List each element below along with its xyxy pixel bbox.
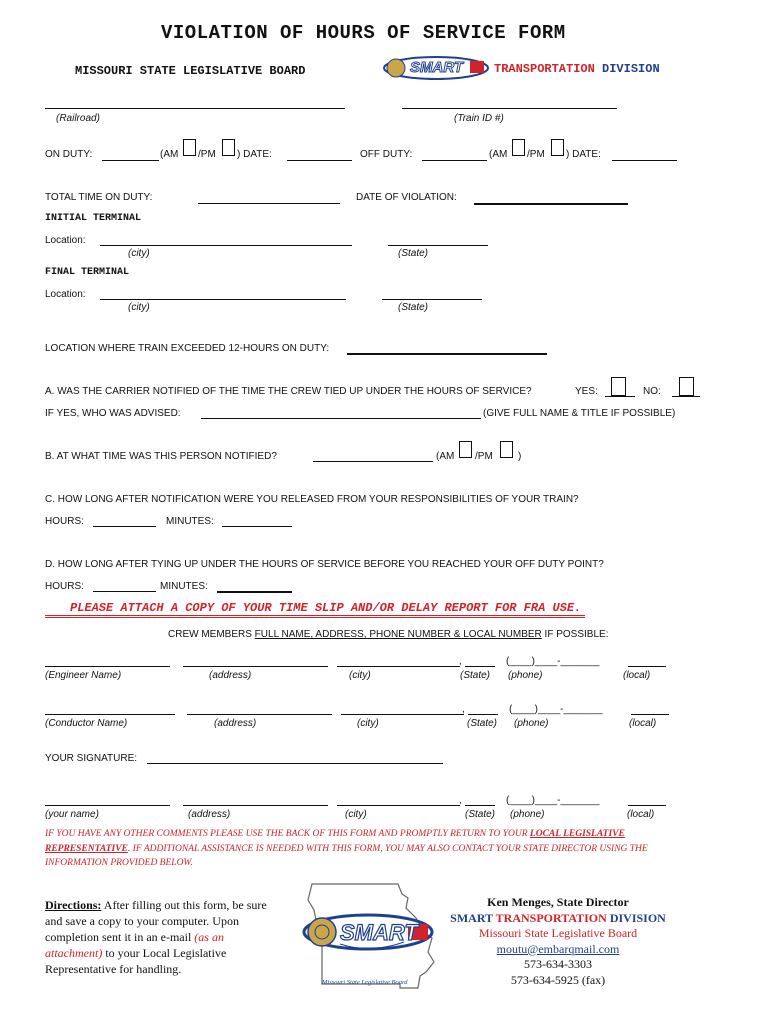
smart-logo-small <box>382 55 490 83</box>
engineer-phone-label: (phone) <box>508 670 543 681</box>
off-duty-am-label: (AM <box>489 149 508 160</box>
question-a: A. WAS THE CARRIER NOTIFIED OF THE TIME THE CREW TIED UP UNDER THE HOURS OF SERVICE? <box>45 386 532 397</box>
off-duty-am-checkbox[interactable] <box>512 139 525 156</box>
c-hours-line[interactable] <box>93 526 156 527</box>
directions-label: Directions: <box>45 898 102 912</box>
b-am-label: (AM <box>436 451 455 462</box>
directions-line-1 <box>45 897 267 913</box>
off-duty-date-line[interactable] <box>612 160 677 161</box>
final-location-label: Location: <box>45 289 86 300</box>
initial-state-label: (State) <box>398 248 429 259</box>
your-state-line[interactable] <box>465 805 495 806</box>
conductor-city-line[interactable] <box>341 714 464 715</box>
date-violation-line[interactable] <box>474 203 628 205</box>
signature-label: YOUR SIGNATURE: <box>45 753 138 764</box>
who-advised-label: IF YES, WHO WAS ADVISED: <box>45 408 181 419</box>
conductor-comma: , <box>462 704 465 715</box>
map-logo-text: SMART <box>340 920 418 945</box>
attach-notice: PLEASE ATTACH A COPY OF YOUR TIME SLIP AND/OR DELAY REPORT FOR FRA USE. <box>45 601 585 618</box>
exceeded-line[interactable] <box>347 353 547 355</box>
on-duty-date-label: ) DATE: <box>237 149 272 160</box>
final-terminal-heading: FINAL TERMINAL <box>45 267 130 278</box>
contact-phone: 573-634-3303 <box>524 957 592 971</box>
conductor-state-line[interactable] <box>468 714 498 715</box>
off-duty-date-label: ) DATE: <box>566 149 601 160</box>
question-b: B. AT WHAT TIME WAS THIS PERSON NOTIFIED? <box>45 451 277 462</box>
map-caption: Missouri State Legislative Board <box>322 979 408 986</box>
railroad-line[interactable] <box>45 108 345 109</box>
give-full-name-note: (GIVE FULL NAME & TITLE IF POSSIBLE) <box>483 408 676 419</box>
your-comma: , <box>459 795 462 806</box>
yes-underline <box>605 396 635 397</box>
engineer-state-line[interactable] <box>465 666 495 667</box>
division-text: DIVISION <box>602 62 660 76</box>
yes-checkbox[interactable] <box>611 377 626 396</box>
on-duty-time-line[interactable] <box>102 160 159 161</box>
crew-suffix: IF POSSIBLE: <box>541 629 609 640</box>
total-time-label: TOTAL TIME ON DUTY: <box>45 192 153 203</box>
conductor-local-line[interactable] <box>631 714 669 715</box>
conductor-name-label: (Conductor Name) <box>45 718 128 729</box>
your-city-label: (city) <box>345 809 367 820</box>
contact-fax: 573-634-5925 (fax) <box>510 972 606 987</box>
initial-location-label: Location: <box>45 235 86 246</box>
conductor-phone-label: (phone) <box>514 718 549 729</box>
engineer-name-line[interactable] <box>45 666 170 667</box>
your-state-label: (State) <box>465 809 496 820</box>
initial-terminal-heading: INITIAL TERMINAL <box>45 213 142 224</box>
initial-state-line[interactable] <box>388 245 488 246</box>
engineer-city-label: (city) <box>349 670 371 681</box>
no-label: NO: <box>643 386 661 397</box>
engineer-city-line[interactable] <box>337 666 460 667</box>
train-id-label: (Train ID #) <box>454 113 504 124</box>
crew-prefix: CREW MEMBERS <box>168 629 255 640</box>
final-city-label: (city) <box>128 302 150 313</box>
contact-smart: SMART <box>450 910 496 925</box>
off-duty-pm-label: /PM <box>527 149 545 160</box>
your-city-line[interactable] <box>337 805 460 806</box>
your-local-line[interactable] <box>628 805 666 806</box>
director-name: Ken Menges, State Director <box>487 895 629 909</box>
yes-label: YES: <box>575 386 598 397</box>
on-duty-pm-label: /PM <box>198 149 216 160</box>
contact-block <box>448 895 668 988</box>
d-hours-line[interactable] <box>93 591 156 592</box>
engineer-local-line[interactable] <box>628 666 666 667</box>
your-local-label: (local) <box>627 809 655 820</box>
your-address-line[interactable] <box>183 805 328 806</box>
crew-underlined: FULL NAME, ADDRESS, PHONE NUMBER & LOCAL NUMBER <box>254 629 542 640</box>
notified-time-line[interactable] <box>313 461 433 462</box>
directions-text-4b: to your Local Legislative <box>102 946 227 960</box>
conductor-local-label: (local) <box>629 718 657 729</box>
c-minutes-line[interactable] <box>222 526 292 527</box>
header-division <box>494 62 660 76</box>
final-state-line[interactable] <box>382 299 482 300</box>
directions-text-3b: (as an <box>194 930 224 944</box>
comments-line-2 <box>45 844 648 854</box>
on-duty-am-label: (AM <box>160 149 179 160</box>
directions-line-3 <box>45 929 267 945</box>
your-phone-label: (phone) <box>510 809 545 820</box>
engineer-address-line[interactable] <box>183 666 328 667</box>
engineer-state-label: (State) <box>460 670 491 681</box>
form-title: VIOLATION OF HOURS OF SERVICE FORM <box>161 22 566 44</box>
c-hours-label: HOURS: <box>45 516 84 527</box>
contact-division-text: DIVISION <box>606 910 666 925</box>
comments-line-1-text: IF YOU HAVE ANY OTHER COMMENTS PLEASE USE THE BACK OF THIS FORM AND PROMPTLY RETURN TO YOUR <box>45 829 530 839</box>
b-pm-checkbox[interactable] <box>500 441 513 458</box>
comments-line-3: INFORMATION PROVIDED BELOW. <box>45 858 193 868</box>
crew-members-instruction <box>168 629 608 640</box>
off-duty-label: OFF DUTY: <box>360 149 413 160</box>
directions-line-5: Representative for handling. <box>45 962 182 976</box>
conductor-phone-field[interactable]: (____)____-_______ <box>509 704 603 715</box>
board-name: MISSOURI STATE LEGISLATIVE BOARD <box>75 64 306 78</box>
directions-text-1: After filling out this form, be sure <box>101 898 267 912</box>
date-violation-label: DATE OF VIOLATION: <box>356 192 457 203</box>
final-city-line[interactable] <box>100 299 346 300</box>
missouri-map <box>300 880 450 995</box>
engineer-phone-field[interactable]: (____)____-_______ <box>506 656 600 667</box>
contact-email-link[interactable]: moutu@embarqmail.com <box>496 941 620 956</box>
transportation-text: TRANSPORTATION <box>494 62 595 76</box>
conductor-state-label: (State) <box>467 718 498 729</box>
on-duty-date-line[interactable] <box>287 160 352 161</box>
directions-line-4 <box>45 945 267 961</box>
question-d: D. HOW LONG AFTER TYING UP UNDER THE HOURS OF SERVICE BEFORE YOU REACHED YOUR OFF DUTY POINT? <box>45 559 604 570</box>
comments-line-1 <box>45 829 625 839</box>
initial-city-line[interactable] <box>100 245 352 246</box>
no-underline <box>672 396 700 397</box>
off-duty-pm-checkbox[interactable] <box>551 139 564 156</box>
total-time-line[interactable] <box>198 203 340 204</box>
engineer-local-label: (local) <box>623 670 651 681</box>
on-duty-pm-checkbox[interactable] <box>222 139 235 156</box>
final-state-label: (State) <box>398 302 429 313</box>
conductor-address-label: (address) <box>214 718 257 729</box>
d-minutes-label: MINUTES: <box>160 581 208 592</box>
your-address-label: (address) <box>188 809 231 820</box>
no-checkbox[interactable] <box>679 377 694 396</box>
d-hours-label: HOURS: <box>45 581 84 592</box>
contact-transportation: TRANSPORTATION <box>495 910 607 925</box>
engineer-name-label: (Engineer Name) <box>45 670 122 681</box>
your-name-line[interactable] <box>45 805 170 806</box>
representative-text: REPRESENTATIVE <box>45 844 128 854</box>
off-duty-time-line[interactable] <box>422 160 487 161</box>
engineer-comma: , <box>459 656 462 667</box>
b-close-paren: ) <box>518 451 522 462</box>
exceeded-label: LOCATION WHERE TRAIN EXCEEDED 12-HOURS ON DUTY: <box>45 343 330 354</box>
contact-board: Missouri State Legislative Board <box>478 926 638 940</box>
on-duty-label: ON DUTY: <box>45 149 93 160</box>
smart-logo-text: SMART <box>410 59 464 76</box>
who-advised-line[interactable] <box>201 418 481 419</box>
signature-line[interactable] <box>147 763 443 764</box>
railroad-label: (Railroad) <box>56 113 100 124</box>
b-pm-label: /PM <box>475 451 493 462</box>
engineer-address-label: (address) <box>209 670 252 681</box>
comments-line-2-text: . IF ADDITIONAL ASSISTANCE IS NEEDED WITH THIS FORM, YOU MAY ALSO CONTACT YOUR STATE DIRECTOR USING THE <box>127 844 648 854</box>
contact-division <box>448 911 668 927</box>
initial-city-label: (city) <box>128 248 150 259</box>
d-minutes-line[interactable] <box>217 591 292 593</box>
conductor-address-line[interactable] <box>187 714 332 715</box>
directions-line-2: and save a copy to your computer. Upon <box>45 914 239 928</box>
on-duty-am-checkbox[interactable] <box>183 139 196 156</box>
local-legislative-text: LOCAL LEGISLATIVE <box>529 829 625 839</box>
conductor-city-label: (city) <box>357 718 379 729</box>
your-name-label: (your name) <box>45 809 99 820</box>
train-id-line[interactable] <box>402 108 617 109</box>
directions-block <box>45 897 267 977</box>
question-c: C. HOW LONG AFTER NOTIFICATION WERE YOU RELEASED FROM YOUR RESPONSIBILITIES OF YOUR TRAIN? <box>45 494 579 505</box>
conductor-name-line[interactable] <box>45 714 175 715</box>
b-am-checkbox[interactable] <box>459 441 472 458</box>
c-minutes-label: MINUTES: <box>166 516 214 527</box>
directions-text-3a: completion sent it in an e-mail <box>45 930 195 944</box>
your-phone-field[interactable]: (____)____-_______ <box>506 795 600 806</box>
directions-text-4a: attachment) <box>45 946 103 960</box>
